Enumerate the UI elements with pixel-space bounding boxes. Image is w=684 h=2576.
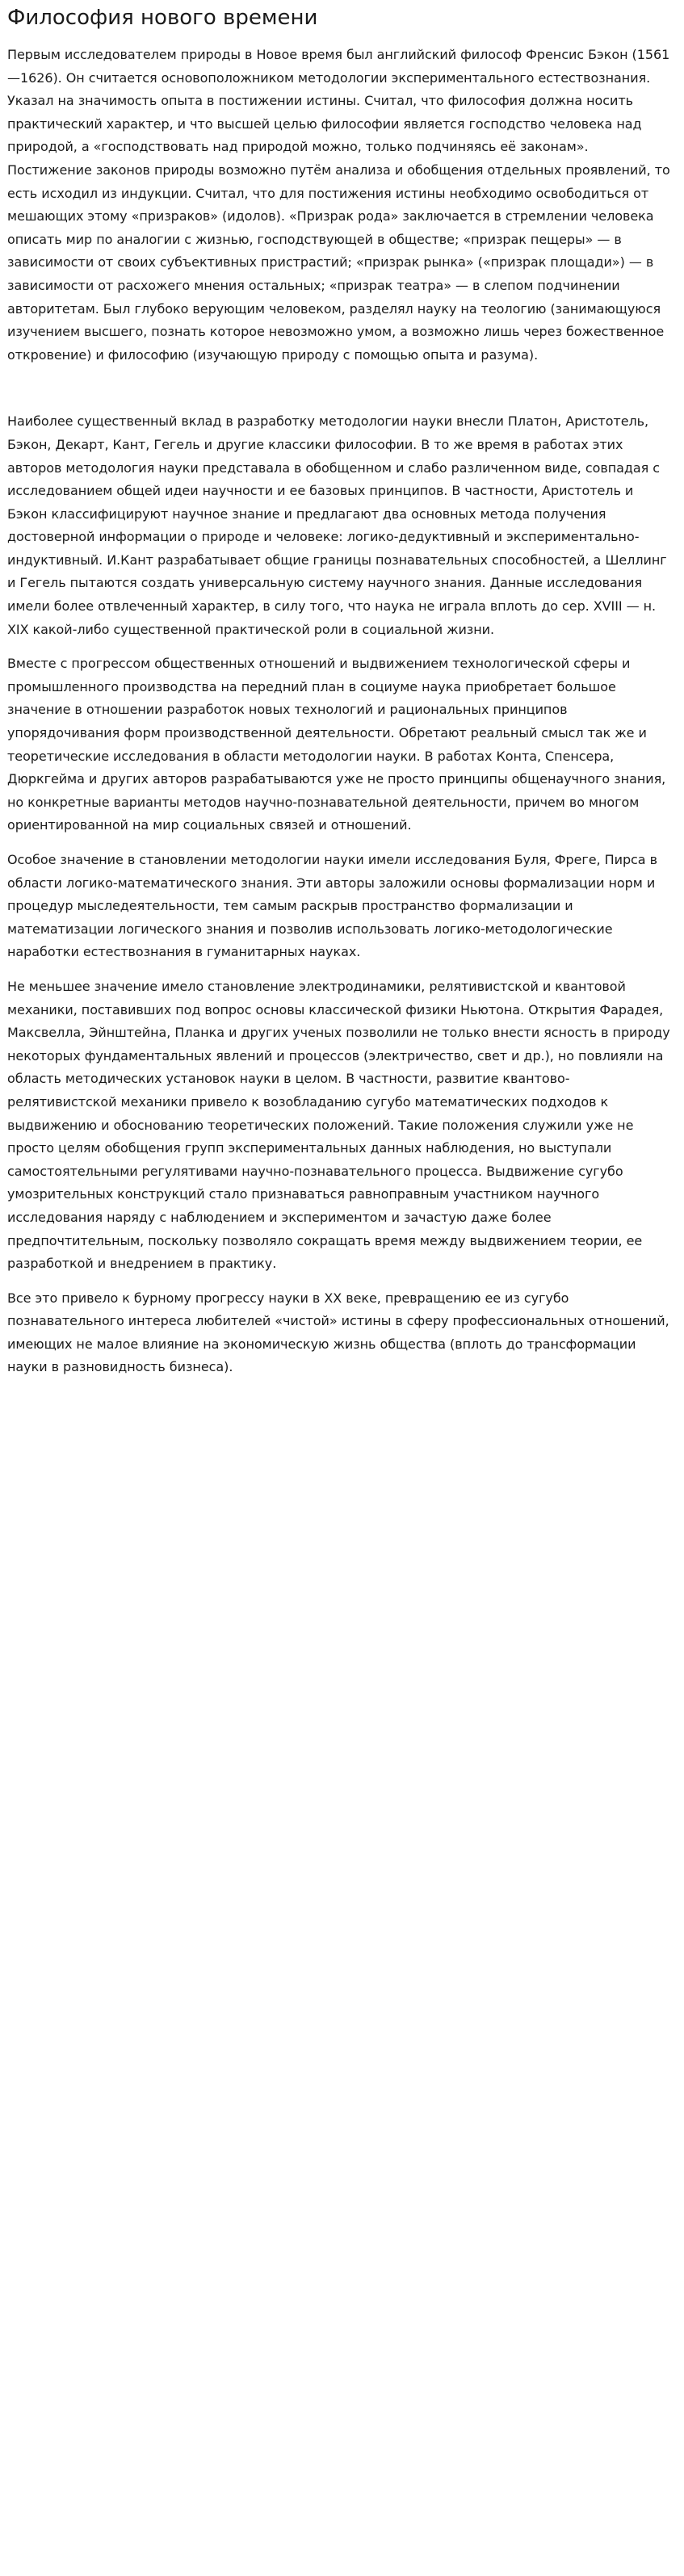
paragraph-conclusion: Все это привело к бурному прогрессу науки в XX веке, превращению ее из сугубо познавательного интереса любителей «чистой» истины в сферу профессиональных отношений, имеющих не малое влияние на экономическую жизнь общества (вплоть до трансформации науки в разновидность бизнеса).	[7, 1290, 669, 1375]
paragraph-physics: Не меньшее значение имело становление электродинамики, релятивистской и квантовой механики, поставивших под вопрос основы классической физики Ньютона. Открытия Фарадея, Максвелла, Эйнштейна, Планка и других ученых позволили не только внести ясность в природу некоторых фундаментальных явлений и процессов (электричество, свет и др.), но повлияли на область методических установок науки в целом. В частности, развитие квантово-релятивистской механики привело к возобладанию сугубо математических подходов к выдвижению и обоснованию теоретических положений. Такие положения служили уже не просто целям обобщения групп экспериментальных данных наблюдения, но выступали самостоятельными регулятивами научно-познавательного процесса. Выдвижение сугубо умозрительных конструкций стало признаваться равноправным участником научного исследования наряду с наблюдением и экспериментом и зачастую даже более предпочтительным, поскольку позволяло сокращать время между выдвижением теории, ее разработкой и внедрением в практику.	[7, 978, 670, 1272]
paragraph-logic-math: Особое значение в становлении методологии науки имели исследования Буля, Фреге, Пирса в области логико-математического знания. Эти авторы заложили основы формализации норм и процедур мыследеятельности, тем самым раскрыв пространство формализации и математизации логического знания и позволив использовать логико-методологические наработки естествознания в гуманитарных науках.	[7, 852, 657, 960]
paragraph-social-progress: Вместе с прогрессом общественных отношений и выдвижением технологической сферы и промышленного производства на передний план в социуме наука приобретает большое значение в отношении разработок новых технологий и рациональных принципов упорядочивания форм производственной деятельности. Обретают реальный смысл так же и теоретические исследования в области методологии науки. В работах Конта, Спенсера, Дюркгейма и других авторов разрабатываются уже не просто принципы общенаучного знания, но конкретные варианты методов научно-познавательной деятельности, причем во многом ориентированной на мир социальных связей и отношений.	[7, 656, 666, 833]
paragraph-classics: Наиболее существенный вклад в разработку методологии науки внесли Платон, Аристотель, Бэкон, Декарт, Кант, Гегель и другие классики философии. В то же время в работах этих авторов методология науки представала в обобщенном и слабо различенном виде, совпадая с исследованием общей идеи научности и ее базовых принципов. В частности, Аристотель и Бэкон классифицируют научное знание и предлагают два основных метода получения достоверной информации о природе и человеке: логико-дедуктивный и экспериментально-индуктивный. И.Кант разрабатывает общие границы познавательных способностей, а Шеллинг и Гегель пытаются создать универсальную систему научного знания. Данные исследования имели более отвлеченный характер, в силу того, что наука не играла вплоть до сер. XVIII — н. XIX какой-либо существенной практической роли в социальной жизни.	[7, 413, 667, 637]
page-title: Философия нового времени	[7, 6, 318, 30]
paragraph-bacon: Первым исследователем природы в Новое время был английский философ Френсис Бэкон (1561—1626). Он считается основоположником методологии экспериментального естествознания. Указал на значимость опыта в постижении истины. Считал, что философия должна носить практический характер, и что высшей целью философии является господство человека над природой, а «господствовать над природой можно, только подчиняясь её законам». Постижение законов природы возможно путём анализа и обобщения отдельных проявлений, то есть исходил из индукции. Считал, что для постижения истины необходимо освободиться от мешающих этому «призраков» (идолов). «Призрак рода» заключается в стремлении человека описать мир по аналогии с жизнью, господствующей в обществе; «призрак пещеры» — в зависимости от своих субъективных пристрастий; «призрак рынка» («призрак площади») — в зависимости от расхожего мнения остальных; «призрак театра» — в слепом подчинении авторитетам. Был глубоко верующим человеком, разделял науку на теологию (занимающуюся изучением высшего, познать которое невозможно умом, а возможно лишь через божественное откровение) и философию (изучающую природу с помощью опыта и разума).	[7, 47, 670, 363]
